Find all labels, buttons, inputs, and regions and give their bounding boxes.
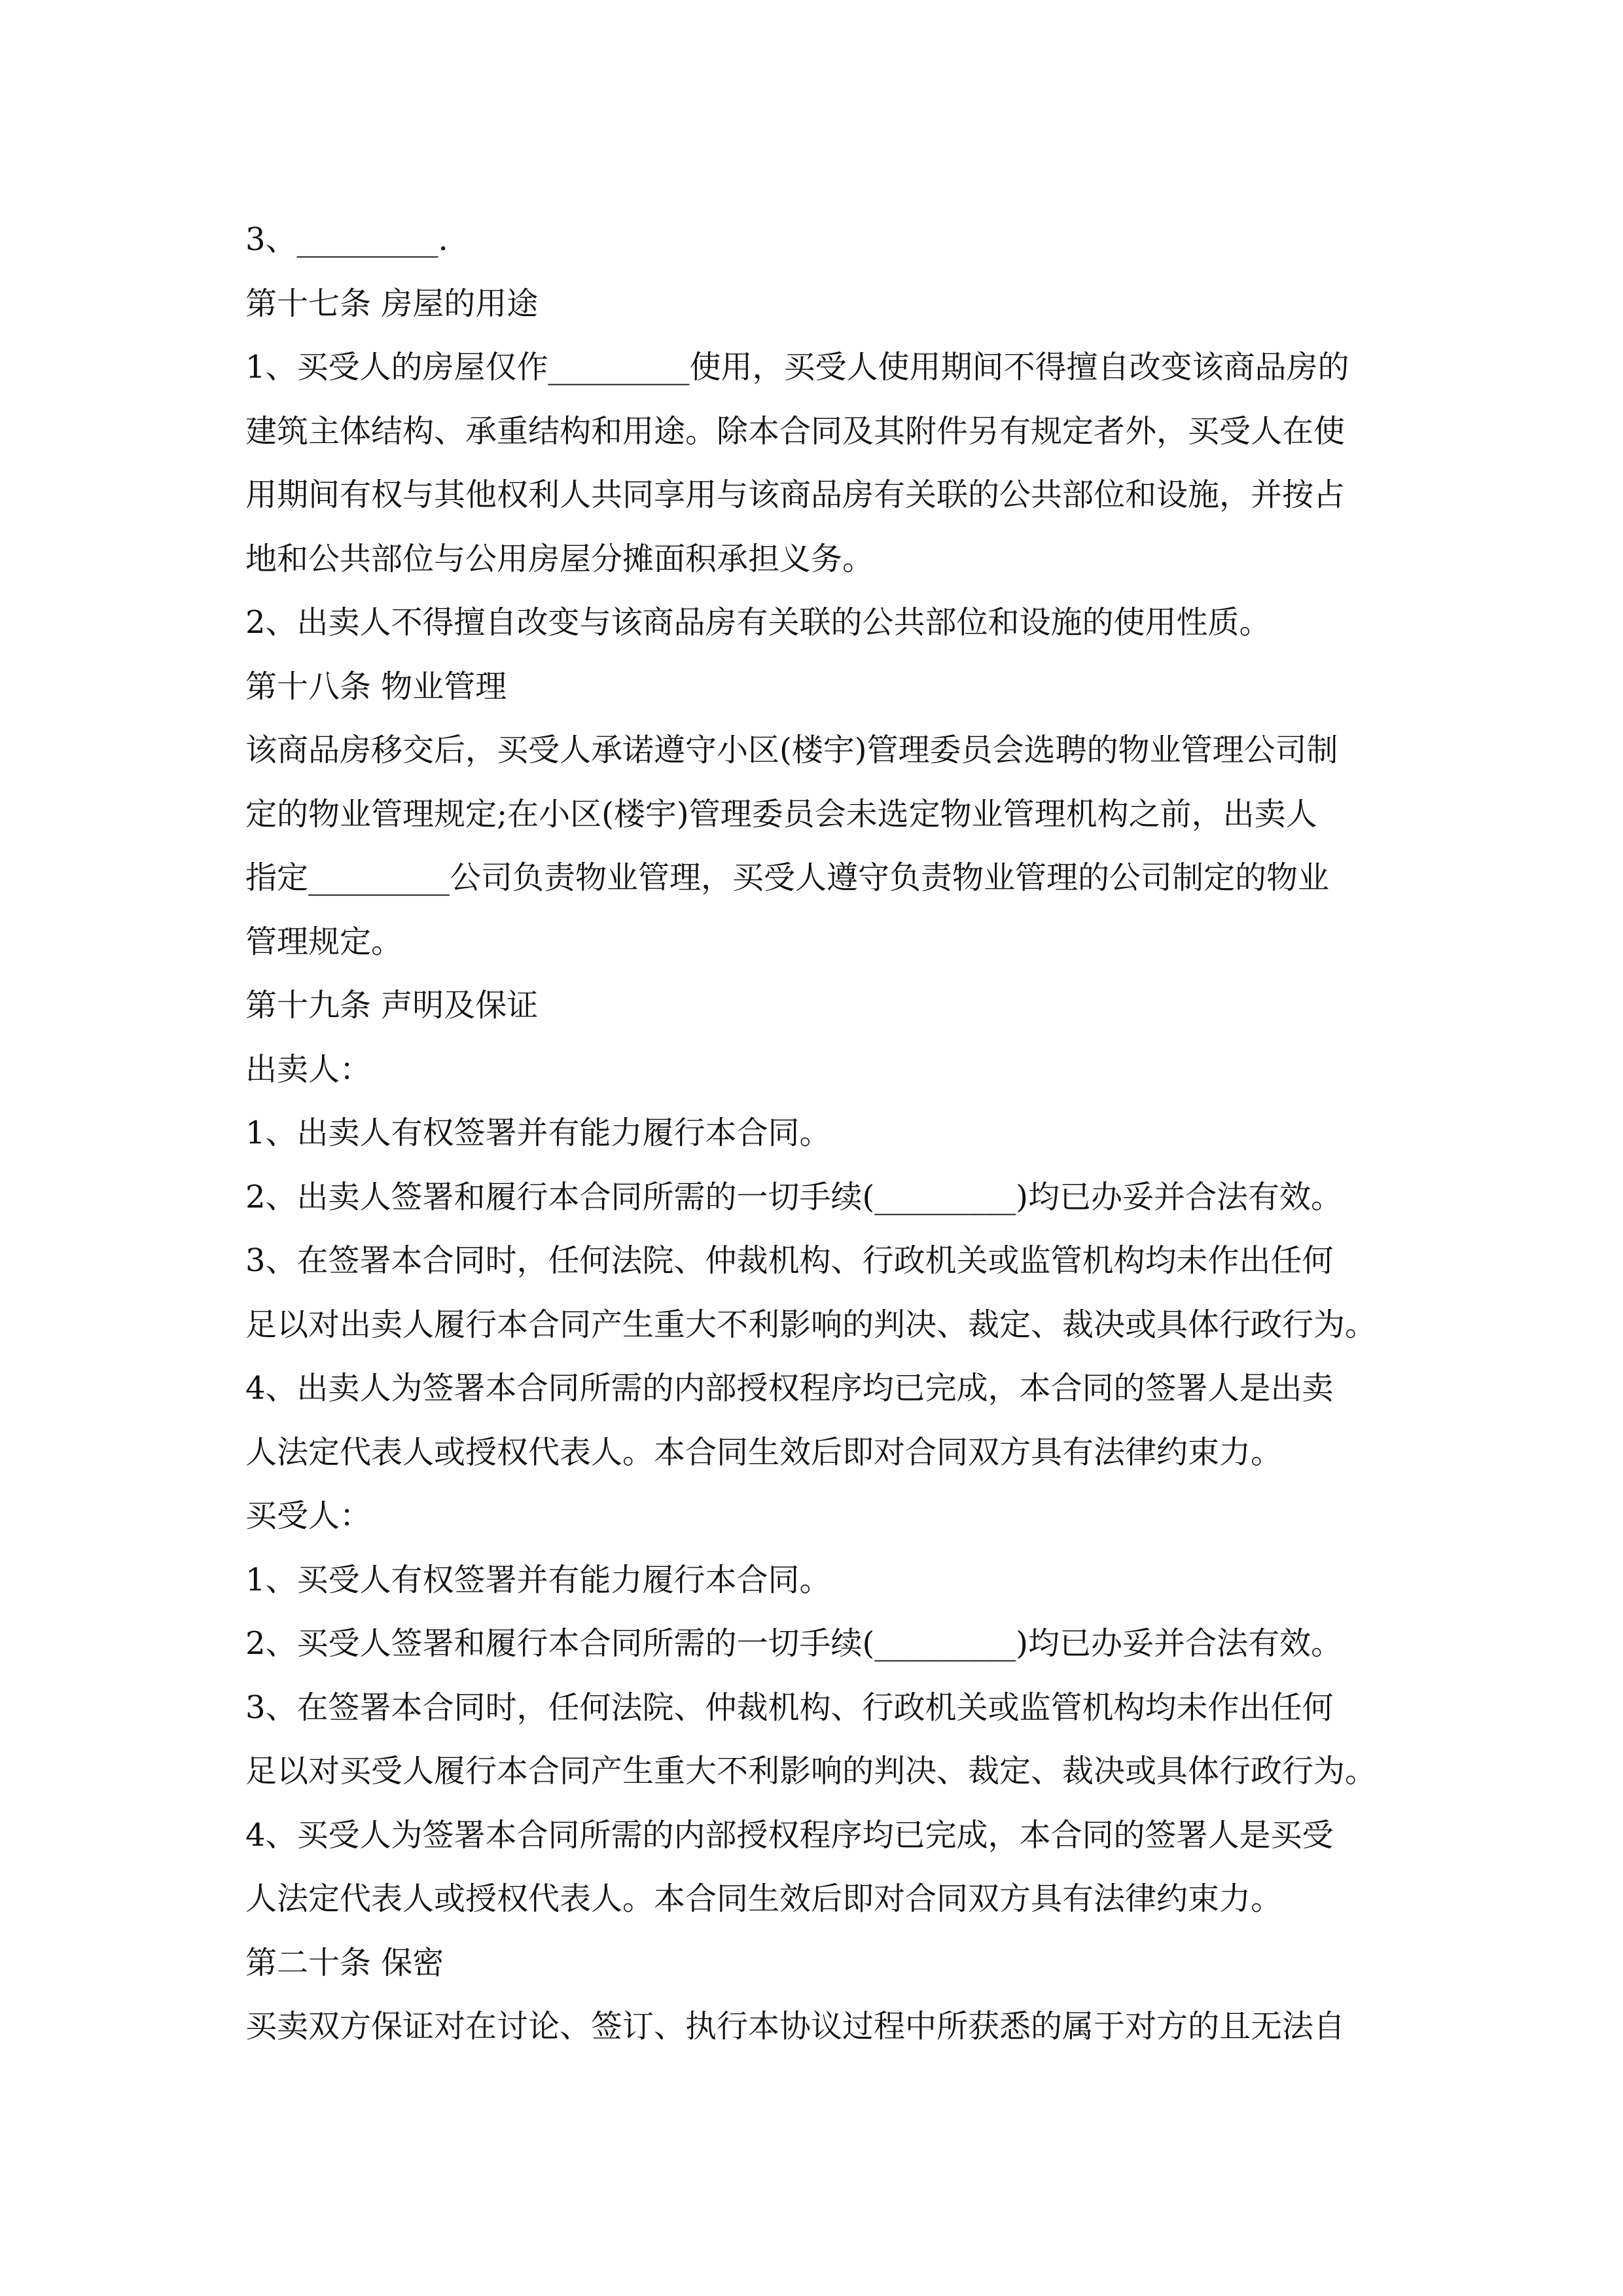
article-17-heading: 第十七条 房屋的用途 [245,285,539,322]
buyer-item-3-line-1: 3、在签署本合同时，任何法院、仲裁机构、行政机关或监管机构均未作出任何 [245,1689,1334,1726]
article-18-paragraph-line-1: 该商品房移交后，买受人承诺遵守小区(楼宇)管理委员会选聘的物业管理公司制 [245,732,1338,768]
buyer-item-4-line-1: 4、买受人为签署本合同所需的内部授权程序均已完成，本合同的签署人是买受 [245,1816,1334,1854]
article-18-heading: 第十八条 物业管理 [245,668,507,705]
seller-item-3-line-1: 3、在签署本合同时，任何法院、仲裁机构、行政机关或监管机构均未作出任何 [245,1242,1334,1279]
article-18-paragraph-line-3: 指定_________公司负责物业管理，买受人遵守负责物业管理的公司制定的物业 [245,859,1330,896]
buyer-item-1: 1、买受人有权签署并有能力履行本合同。 [245,1561,831,1598]
article-20-heading: 第二十条 保密 [245,1944,444,1981]
article-19-heading: 第十九条 声明及保证 [245,987,539,1024]
document-body [245,208,1387,2059]
article-18-paragraph-line-2: 定的物业管理规定;在小区(楼宇)管理委员会未选定物业管理机构之前，出卖人 [245,795,1317,833]
buyer-item-2: 2、买受人签署和履行本合同所需的一切手续(_________)均已办妥并合法有效。 [245,1625,1342,1662]
article-20-paragraph-line-1: 买卖双方保证对在讨论、签订、执行本协议过程中所获悉的属于对方的且无法自 [245,2008,1346,2045]
buyer-subheading: 买受人： [245,1498,372,1534]
seller-item-4-line-2: 人法定代表人或授权代表人。本合同生效后即对合同双方具有法律约束力。 [245,1433,1283,1471]
article-17-paragraph-1-line-3: 用期间有权与其他权利人共同享用与该商品房有关联的公共部位和设施，并按占 [245,476,1346,513]
article-17-paragraph-1-line-1: 1、买受人的房屋仅作_________使用，买受人使用期间不得擅自改变该商品房的 [245,349,1349,386]
seller-item-2: 2、出卖人签署和履行本合同所需的一切手续(_________)均已办妥并合法有效。 [245,1178,1342,1215]
seller-item-1: 1、出卖人有权签署并有能力履行本合同。 [245,1115,831,1151]
list-item-3: 3、_________. [245,221,448,258]
article-18-paragraph-line-4: 管理规定。 [245,923,403,960]
buyer-item-3-line-2: 足以对买受人履行本合同产生重大不利影响的判决、裁定、裁决或具体行政行为。 [245,1753,1377,1789]
seller-item-3-line-2: 足以对出卖人履行本合同产生重大不利影响的判决、裁定、裁决或具体行政行为。 [245,1306,1377,1343]
buyer-item-4-line-2: 人法定代表人或授权代表人。本合同生效后即对合同双方具有法律约束力。 [245,1880,1283,1917]
article-17-paragraph-1-line-4: 地和公共部位与公用房屋分摊面积承担义务。 [245,540,874,577]
seller-subheading: 出卖人： [245,1050,372,1088]
seller-item-4-line-1: 4、出卖人为签署本合同所需的内部授权程序均已完成，本合同的签署人是出卖 [245,1370,1334,1407]
article-17-paragraph-1-line-2: 建筑主体结构、承重结构和用途。除本合同及其附件另有规定者外，买受人在使 [245,412,1346,450]
article-17-paragraph-2: 2、出卖人不得擅自改变与该商品房有关联的公共部位和设施的使用性质。 [245,604,1271,641]
